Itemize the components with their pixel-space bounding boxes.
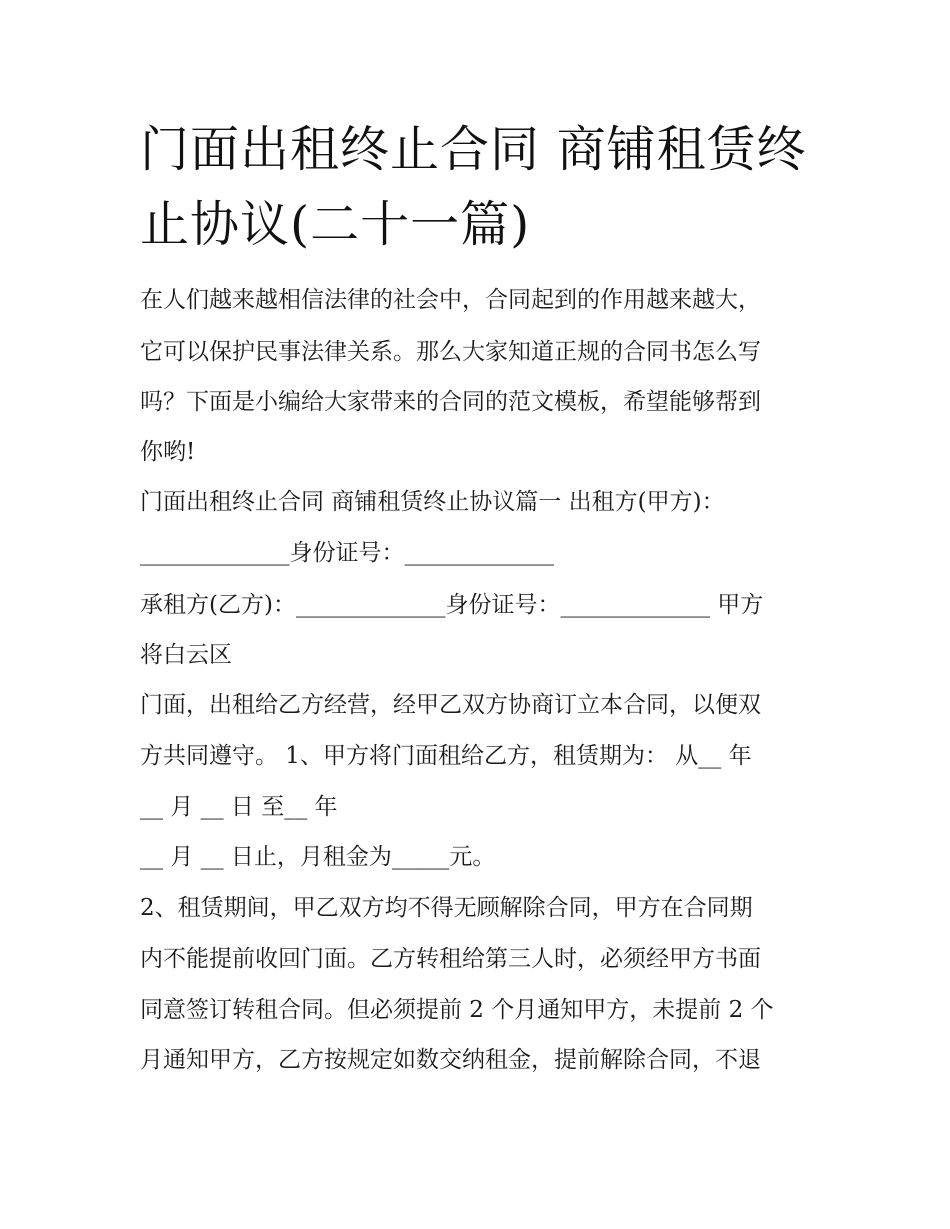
section-heading-line: 门面出租终止合同 商铺租赁终止协议篇一 出租方(甲方)： — [140, 489, 725, 515]
body-line-12: __ 月 __ 日止，月租金为_____元。 — [140, 844, 496, 870]
body-line-10: 方共同遵守。 1、甲方将门面租给乙方，租赁期为： 从__ 年 — [140, 743, 752, 769]
body-line-11: __ 月 __ 日 至__ 年 — [140, 794, 338, 820]
body-line-1: 在人们越来越相信法律的社会中，合同起到的作用越来越大， — [140, 287, 761, 313]
body-line-13: 2、租赁期间，甲乙双方均不得无顾解除合同，甲方在合同期 — [140, 895, 753, 921]
document-title: 门面出租终止合同 商铺租赁终止协议(二十一篇) — [140, 121, 807, 253]
body-line-3: 吗？下面是小编给大家带来的合同的范文模板，希望能够帮到 — [140, 389, 761, 415]
body-line-16: 月通知甲方，乙方按规定如数交纳租金，提前解除合同，不退 — [140, 1047, 761, 1073]
body-line-9: 门面，出租给乙方经营，经甲乙双方协商订立本合同，以便双 — [140, 692, 761, 718]
body-line-15: 同意签订转租合同。但必须提前 2 个月通知甲方，未提前 2 个 — [140, 997, 774, 1023]
body-line-6: _____________身份证号：_____________ — [140, 540, 554, 566]
body-line-8: 将白云区 — [140, 642, 232, 668]
body-line-7: 承租方(乙方)：_____________身份证号：_____________ 甲方 — [140, 592, 764, 618]
body-line-2: 它可以保护民事法律关系。那么大家知道正规的合同书怎么写 — [140, 339, 761, 365]
body-line-4: 你哟! — [140, 439, 196, 465]
body-line-14: 内不能提前收回门面。乙方转租给第三人时，必须经甲方书面 — [140, 946, 761, 972]
